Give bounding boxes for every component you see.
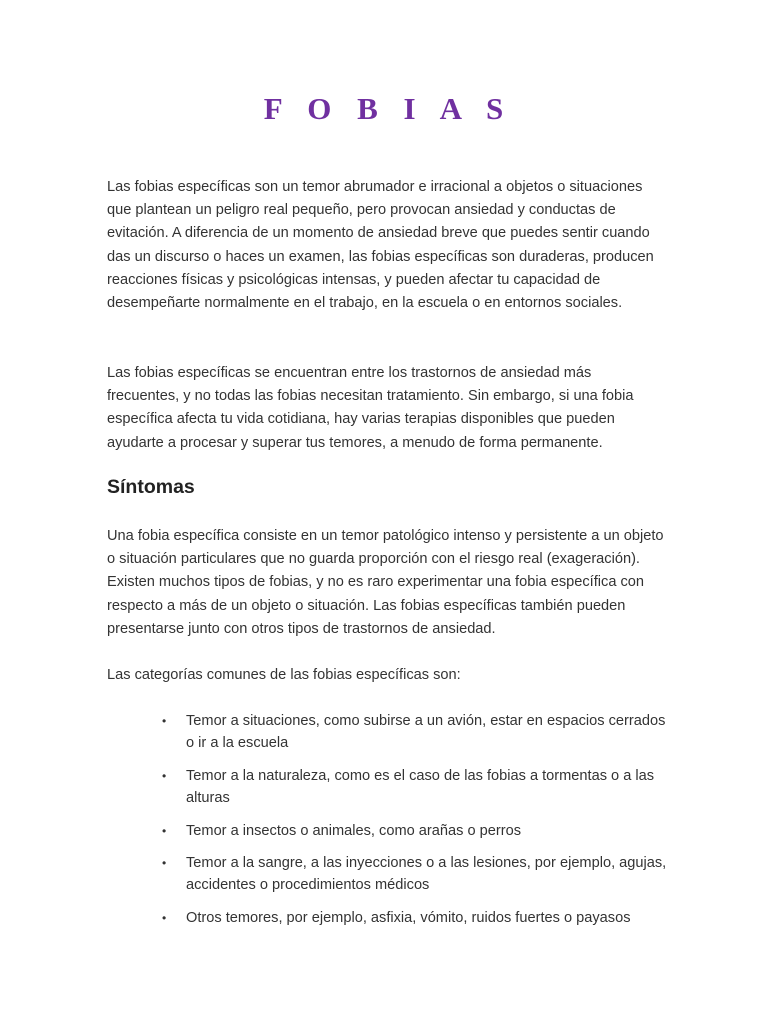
list-item — [107, 710, 667, 755]
list-item — [107, 852, 667, 897]
document-title: F O B I A S — [263, 91, 513, 126]
list-item-text: Temor a insectos o animales, como arañas o perros — [186, 822, 521, 839]
symptoms-paragraph: Una fobia específica consiste en un temor patológico intenso y persistente a un objeto o situación particulares que no guarda proporción con el riesgo real (exageración). Existen muchos tipos de fobias, y no es raro experimentar una fobia específica con respecto a más de un objeto o situación. Las fobias específicas también pueden presentarse junto con otros tipos de trastornos de ansiedad. — [107, 528, 664, 637]
categories-intro: Las categorías comunes de las fobias específicas son: — [107, 667, 461, 683]
list-item-text: Otros temores, por ejemplo, asfixia, vómito, ruidos fuertes o payasos — [186, 909, 631, 926]
section-heading-symptoms: Síntomas — [107, 476, 195, 498]
list-item — [107, 907, 667, 929]
phobia-categories-list — [107, 710, 667, 939]
bullet-icon: • — [162, 714, 167, 728]
list-item — [107, 765, 667, 810]
bullet-icon: • — [162, 910, 167, 925]
bullet-icon: • — [162, 768, 167, 783]
list-item-text: Temor a la naturaleza, como es el caso de las fobias a tormentas o a las alturas — [186, 767, 655, 807]
intro-paragraph: Las fobias específicas son un temor abrumador e irracional a objetos o situaciones que plantean un peligro real pequeño, pero provocan ansiedad y conductas de evitación. A diferencia de un momento de ansiedad breve que puedes sentir cuando das un discurso o haces un examen, las fobias específicas son duraderas, producen reacciones físicas y psicológicas intensas, y pueden afectar tu capacidad de desempeñarte normalmente en el trabajo, en la escuela o en entornos sociales. — [107, 179, 654, 312]
list-item — [107, 820, 667, 842]
list-item-text: Temor a la sangre, a las inyecciones o a las lesiones, por ejemplo, agujas, accidentes o procedimientos médicos — [186, 855, 667, 894]
bullet-icon: • — [162, 823, 167, 838]
prevalence-paragraph: Las fobias específicas se encuentran entre los trastornos de ansiedad más frecuentes, y no todas las fobias necesitan tratamiento. Sin embargo, si una fobia específica afecta tu vida cotidiana, hay varias terapias disponibles que pueden ayudarte a procesar y superar tus temores, a menudo de forma permanente. — [107, 365, 634, 451]
list-item-text: Temor a situaciones, como subirse a un avión, estar en espacios cerrados o ir a la escuela — [186, 713, 666, 752]
bullet-icon: • — [162, 856, 167, 871]
